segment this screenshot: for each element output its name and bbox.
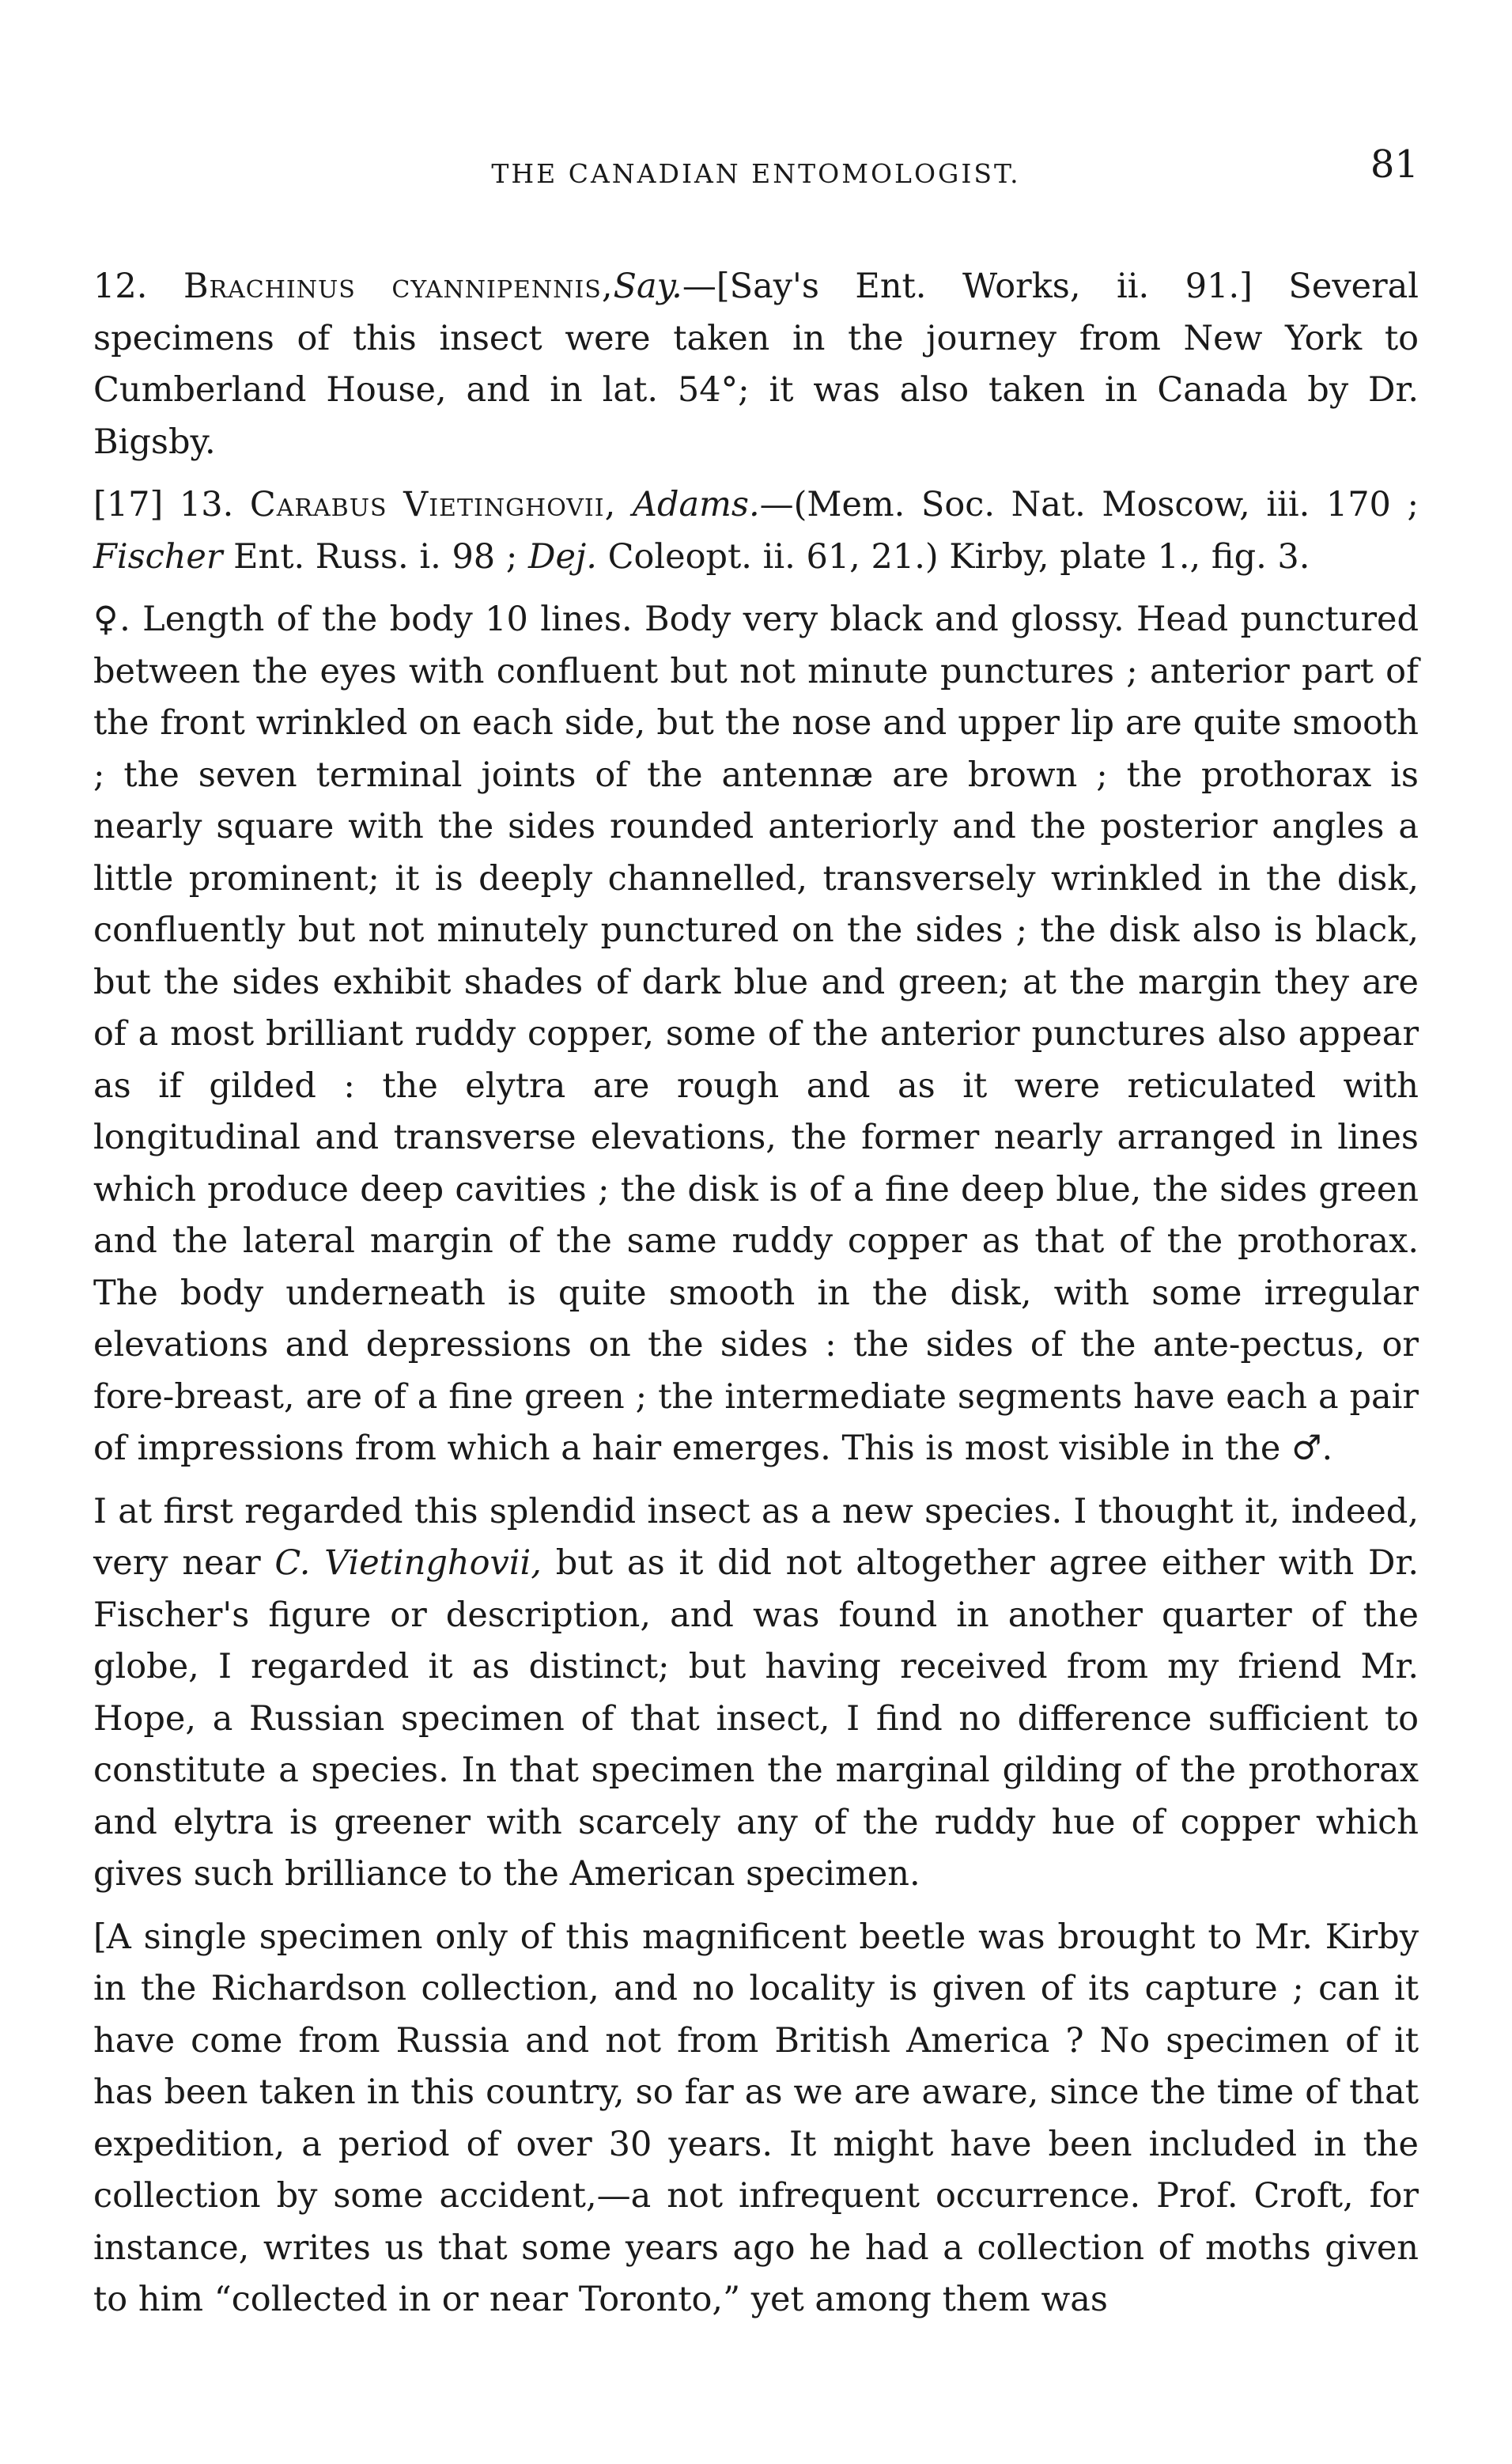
paragraph-text: —[Say's Ent. Works, ii. 91.] Several specimens of this insect were taken in the journey from New York to Cumberland House, and in lat. 54°; it was also taken in Canada by Dr. Bigsby. <box>93 267 1419 462</box>
entry-number: 12. <box>93 267 148 306</box>
species-name: cyannipennis, <box>391 267 614 306</box>
female-symbol: ♀. <box>93 600 130 639</box>
page-ref-bracket: [17] <box>93 485 164 524</box>
entry-number: 13. <box>179 485 234 524</box>
body-text <box>93 261 1419 2326</box>
running-head <box>93 142 1419 214</box>
fischer-ref: Fischer <box>93 536 223 577</box>
page-number: 81 <box>1370 142 1419 187</box>
paragraph-carabus <box>93 479 1419 583</box>
genus-name: Brachinus <box>183 267 356 306</box>
paragraph-text: I at first regarded this splendid insect as a new species. I thought it, indeed, very near <box>93 1491 1419 1583</box>
male-symbol: ♂. <box>1291 1429 1333 1468</box>
author-name: Adams. <box>632 485 760 524</box>
paragraph-description <box>93 594 1419 1475</box>
species-reference: C. Vietinghovii, <box>274 1543 542 1583</box>
paragraph-editorial-note <box>93 1912 1419 2326</box>
page <box>93 142 1419 2337</box>
species-name: Vietinghovii, <box>403 485 617 524</box>
paragraph-remarks <box>93 1486 1419 1901</box>
genus-name: Carabus <box>249 485 387 524</box>
reference-text: Coleopt. ii. 61, 21.) Kirby, plate 1., fig. 3. <box>607 536 1310 577</box>
paragraph-brachinus <box>93 261 1419 468</box>
paragraph-text: [A single specimen only of this magnificent beetle was brought to Mr. Kirby in the Richardson collection, and no locality is given of its capture ; can it have come from Russia and not from British America ? No specimen of it has been taken in this country, so far as we are aware, since the time of that expedition, a period of over 30 years. It might have been included in the collection by some accident,—a not infrequent occurrence. Prof. Croft, for instance, writes us that some years ago he had a collection of moths given to him “collected in or near Toronto,” yet among them was <box>93 1917 1419 2319</box>
reference-text: Ent. Russ. i. 98 ; <box>233 536 518 577</box>
paragraph-text: Length of the body 10 lines. Body very black and glossy. Head punctured between the eyes with confluent but not minute punctures ; anterior part of the front wrinkled on each side, but the nose and upper lip are quite smooth ; the seven terminal joints of the antennæ are brown ; the prothorax is nearly square with the sides rounded anteriorly and the posterior angles a little prominent; it is deeply channelled, transversely wrinkled in the disk, confluently but not minutely punctured on the sides ; the disk also is black, but the sides exhibit shades of dark blue and green; at the margin they are of a most brilliant ruddy copper, some of the anterior punctures also appear as if gilded : the elytra are rough and as it were reticulated with longitudinal and transverse elevations, the former nearly arranged in lines which produce deep cavities ; the disk is of a fine deep blue, the sides green and the lateral margin of the same ruddy copper as that of the prothorax. The body underneath is quite smooth in the disk, with some irregular elevations and depressions on the sides : the sides of the ante-pectus, or fore-breast, are of a fine green ; the intermediate segments have each a pair of impressions from which a hair emerges. This is most visible in the <box>93 600 1419 1468</box>
author-name: Say. <box>613 267 682 306</box>
running-title: THE CANADIAN ENTOMOLOGIST. <box>491 158 1021 189</box>
paragraph-text: but as it did not altogether agree either with Dr. Fischer's figure or description, and was found in another quarter of the globe, I regarded it as distinct; but having received from my friend Mr. Hope, a Russian specimen of that insect, I find no difference sufficient to constitute a species. In that specimen the marginal gilding of the prothorax and elytra is greener with scarcely any of the ruddy hue of copper which gives such brilliance to the American specimen. <box>93 1543 1419 1894</box>
dejean-ref: Dej. <box>527 536 597 577</box>
reference-text: —(Mem. Soc. Nat. Moscow, iii. 170 ; <box>759 485 1419 524</box>
